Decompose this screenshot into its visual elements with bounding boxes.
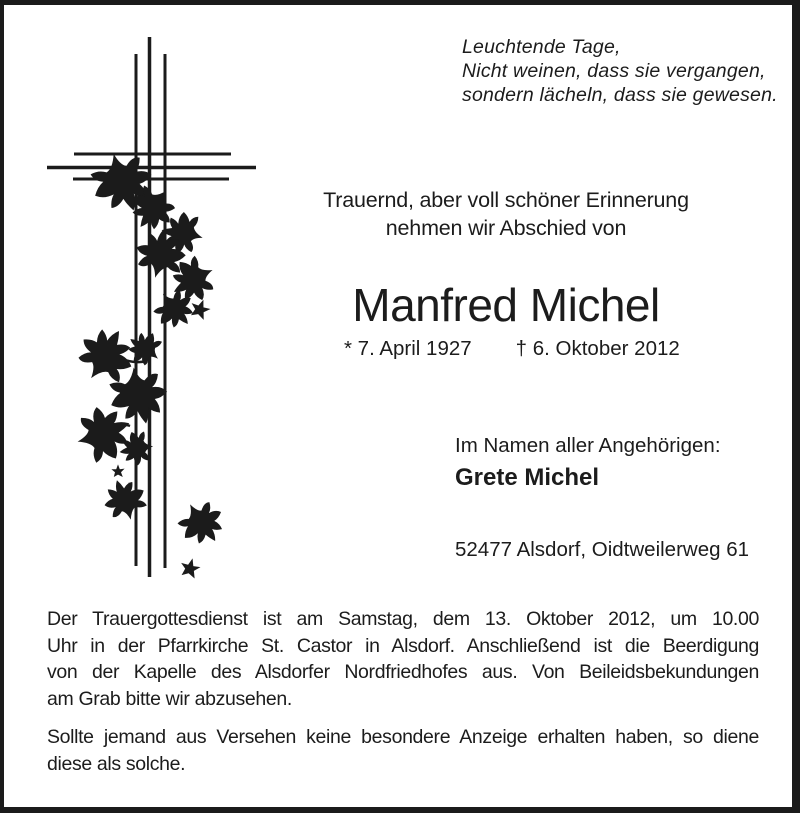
mourner-address: 52477 Alsdorf, Oidtweilerweg 61: [455, 538, 750, 561]
cross-with-ivy-svg: [38, 28, 270, 588]
death-date: † 6. Oktober 2012: [515, 337, 680, 360]
closing-note-paragraph: [47, 724, 759, 777]
ivy-star-leaf: [111, 464, 124, 477]
epigraph-line: sondern lächeln, dass sie gewesen.: [462, 84, 778, 106]
ivy-leaf: [99, 474, 150, 525]
ivy-star-leaf: [178, 556, 202, 579]
epigraph: [462, 35, 778, 107]
service-info-line: Uhr in der Pfarrkirche St. Castor in Alsdorf. Anschließend ist die Beerdigung: [47, 634, 759, 657]
mourner-name: Grete Michel: [455, 464, 600, 491]
mourners-block: [455, 433, 721, 493]
ivy-leaf: [172, 493, 232, 553]
intro-text: [301, 186, 711, 242]
service-info-line: Der Trauergottesdienst ist am Samstag, dem 13. Oktober 2012, um 10.00: [47, 608, 759, 630]
life-dates: [344, 337, 680, 361]
service-info-line: von der Kapelle des Alsdorfer Nordfriedhofes aus. Von Beileidsbekundungen: [47, 661, 759, 683]
ivy-star-leaf: [188, 296, 213, 321]
intro-line: Trauernd, aber voll schöner Erinnerung: [323, 188, 689, 212]
service-info-paragraph: [47, 606, 759, 712]
epigraph-line: Nicht weinen, dass sie vergangen,: [462, 60, 766, 82]
deceased-name: Manfred Michel: [352, 279, 660, 331]
service-info-line: am Grab bitte wir abzusehen.: [47, 687, 292, 710]
intro-line: nehmen wir Abschied von: [385, 216, 627, 240]
closing-note-line: Sollte jemand aus Versehen keine besondere Anzeige erhalten haben, so diene: [47, 726, 759, 748]
closing-note-line: diese als solche.: [47, 752, 186, 775]
cross-with-ivy-illustration: [38, 28, 270, 593]
birth-date: * 7. April 1927: [344, 337, 472, 360]
epigraph-line: Leuchtende Tage,: [462, 36, 621, 58]
mourners-lead-in: Im Namen aller Angehörigen:: [455, 434, 721, 457]
